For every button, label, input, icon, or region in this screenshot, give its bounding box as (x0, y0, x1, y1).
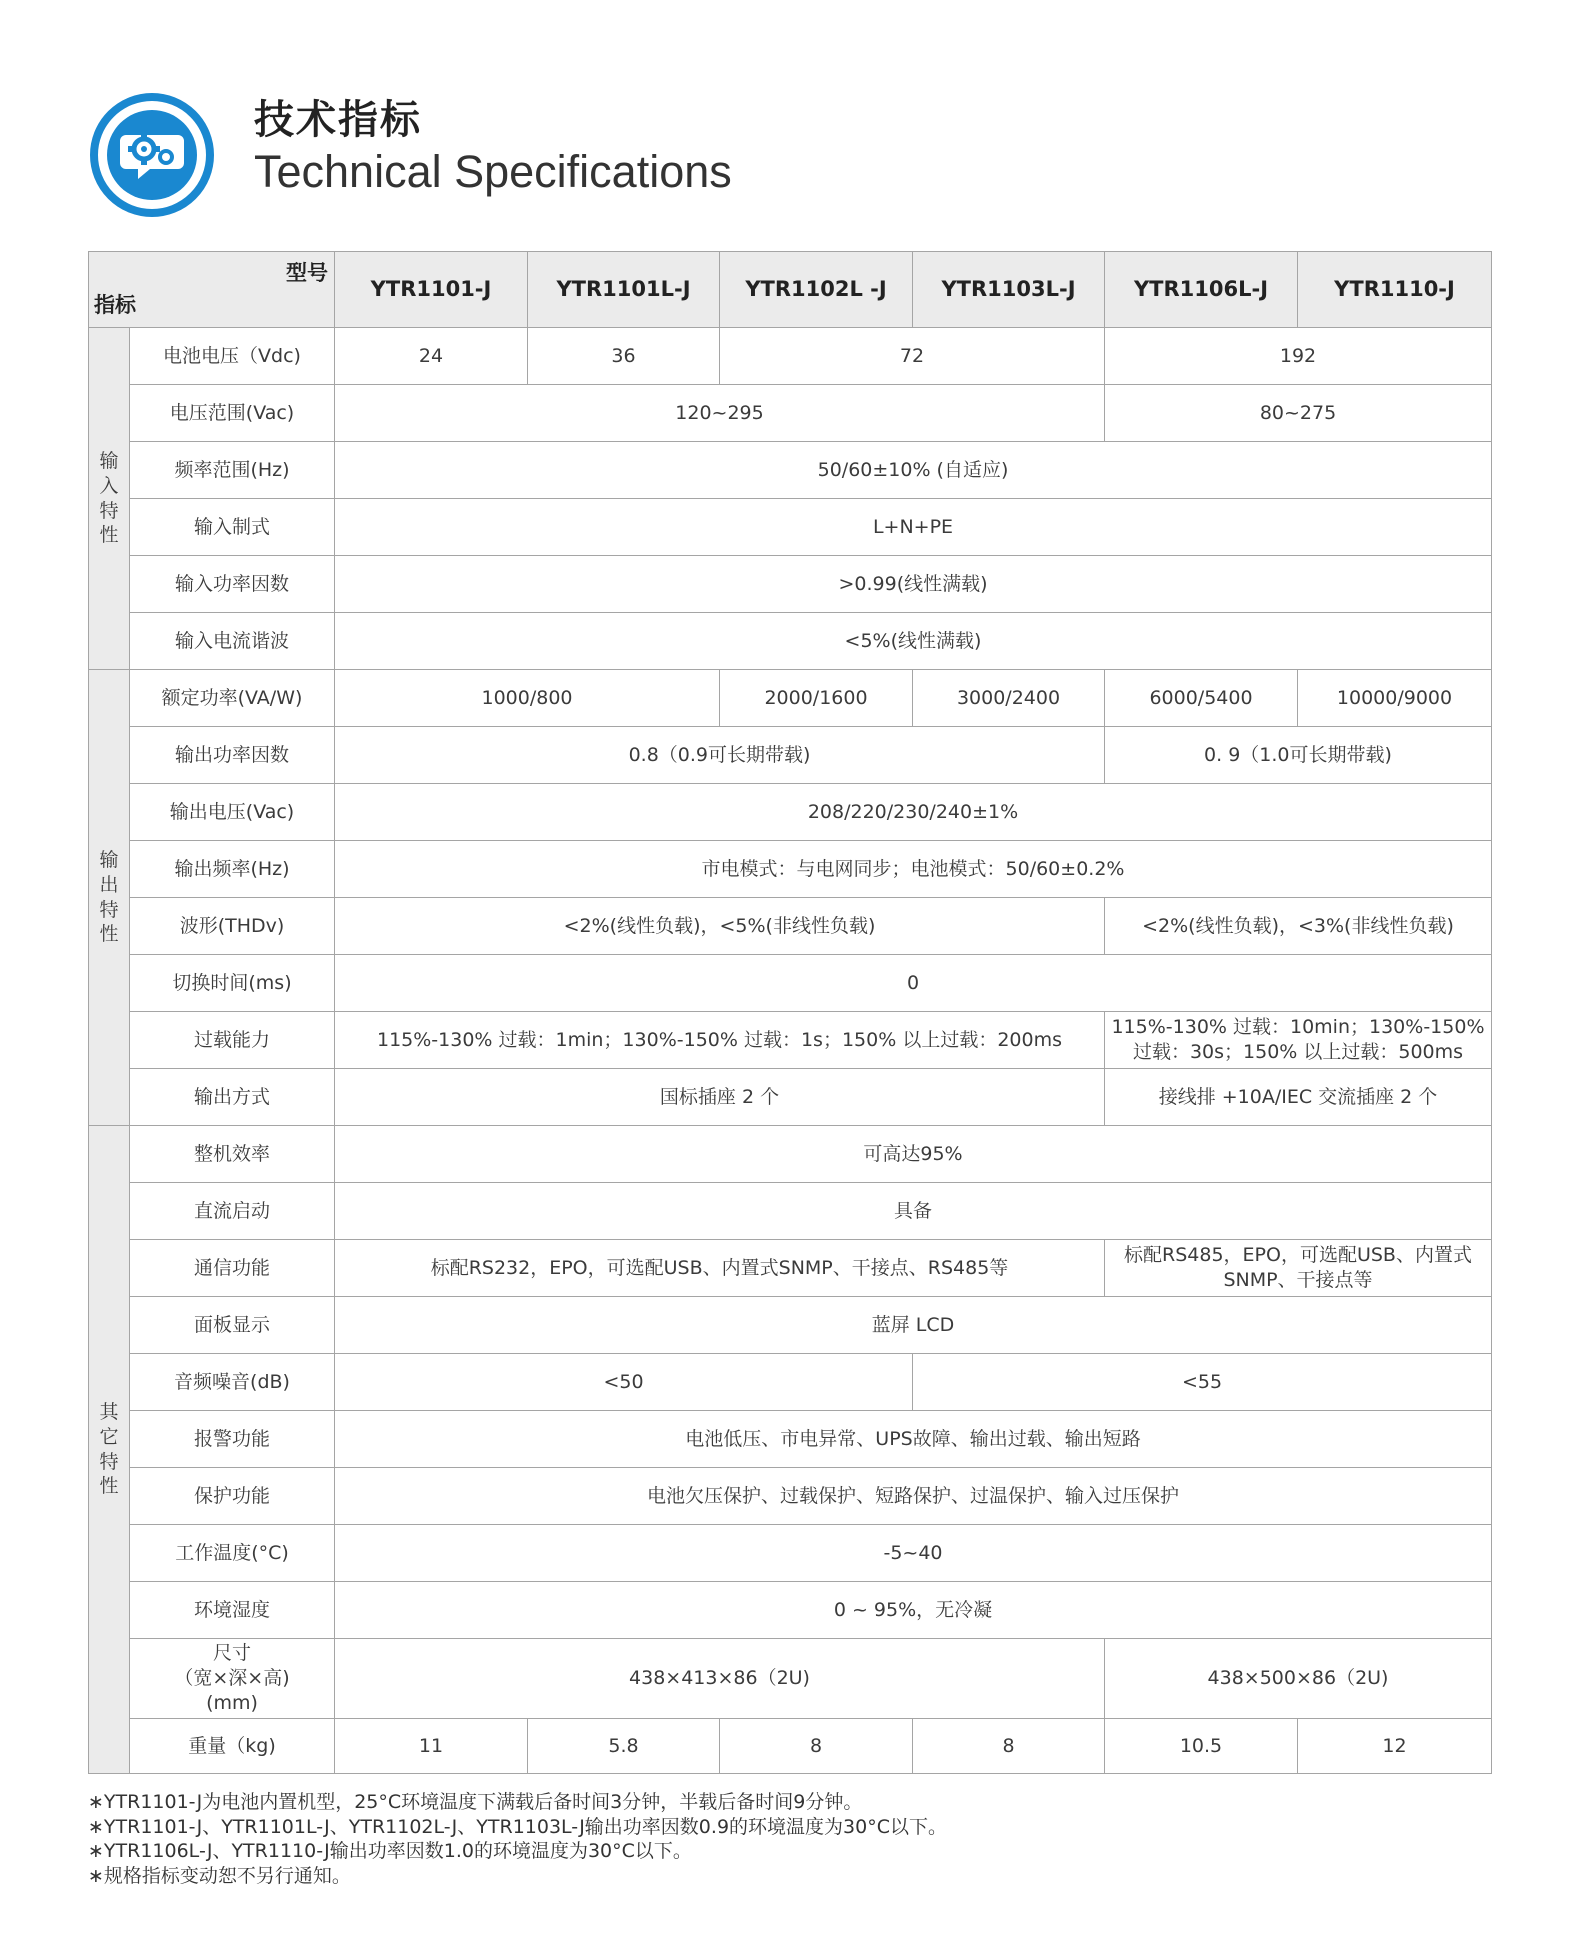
page-title-zh: 技术指标 (254, 97, 422, 143)
row-label: 输入功率因数 (130, 556, 335, 613)
cell-value: 192 (1105, 328, 1492, 385)
cell-line: 过载：30s；150% 以上过载：500ms (1132, 1041, 1464, 1063)
row-label: 输出方式 (130, 1069, 335, 1126)
cell-value: 可高达95% (335, 1126, 1492, 1183)
row-label: 输入制式 (130, 499, 335, 556)
footnote: ∗YTR1101-J为电池内置机型，25°C环境温度下满载后备时间3分钟，半载后备时间9分钟。 (88, 1791, 863, 1813)
specs-logo-icon (88, 91, 216, 219)
corner-model-label: 型号 (286, 261, 328, 285)
cell-value: 3000/2400 (913, 670, 1105, 727)
spec-table (88, 251, 1492, 1774)
cell-value: <5%(线性满载) (335, 613, 1492, 670)
cell-value: 市电模式：与电网同步；电池模式：50/60±0.2% (335, 841, 1492, 898)
cell-value: 蓝屏 LCD (335, 1297, 1492, 1354)
cell-value: -5~40 (335, 1525, 1492, 1582)
cell-value: 36 (528, 328, 720, 385)
label-line: （宽×深×高) (174, 1667, 290, 1690)
table-row (89, 1183, 1492, 1240)
cell-value: L+N+PE (335, 499, 1492, 556)
cell-line: SNMP、干接点等 (1223, 1269, 1373, 1291)
group-label-output: 输 出 特 性 (89, 670, 130, 1126)
table-row (89, 784, 1492, 841)
cell-value: 24 (335, 328, 528, 385)
table-row (89, 1468, 1492, 1525)
cell-value: 80~275 (1105, 385, 1492, 442)
cell-value: >0.99(线性满载) (335, 556, 1492, 613)
model-header: YTR1106L-J (1105, 252, 1298, 328)
cell-value: <2%(线性负载)，<3%(非线性负载) (1105, 898, 1492, 955)
cell-value: 6000/5400 (1105, 670, 1298, 727)
row-label: 整机效率 (130, 1126, 335, 1183)
row-label: 通信功能 (130, 1240, 335, 1297)
corner-spec-label: 指标 (94, 292, 136, 317)
cell-value: 208/220/230/240±1% (335, 784, 1492, 841)
table-header-row (89, 252, 1492, 328)
row-label: 音频噪音(dB) (130, 1354, 335, 1411)
cell-value: <2%(线性负载)，<5%(非线性负载) (335, 898, 1105, 955)
table-row (89, 1354, 1492, 1411)
row-label: 报警功能 (130, 1411, 335, 1468)
cell-value: 115%-130% 过载：1min；130%-150% 过载：1s；150% 以上过载：200ms (335, 1012, 1105, 1069)
row-label: 电池电压（Vdc) (130, 328, 335, 385)
row-label: 输出电压(Vac) (130, 784, 335, 841)
group-label-input: 输 入 特 性 (89, 328, 130, 670)
model-header: YTR1110-J (1298, 252, 1492, 328)
cell-value: 11 (335, 1719, 528, 1774)
footnotes (88, 1790, 947, 1888)
cell-value: 0.8（0.9可长期带载) (335, 727, 1105, 784)
label-line: 尺寸 (212, 1642, 251, 1665)
cell-value: 国标插座 2 个 (335, 1069, 1105, 1126)
cell-value: <50 (335, 1354, 913, 1411)
cell-value: 50/60±10% (自适应) (335, 442, 1492, 499)
cell-value: 12 (1298, 1719, 1492, 1774)
cell-value (1105, 1240, 1492, 1297)
table-row (89, 556, 1492, 613)
cell-value: 438×413×86（2U) (335, 1639, 1105, 1719)
table-row (89, 1719, 1492, 1774)
cell-value: 72 (720, 328, 1105, 385)
table-row (89, 1525, 1492, 1582)
row-label: 保护功能 (130, 1468, 335, 1525)
model-header: YTR1103L-J (913, 252, 1105, 328)
table-row (89, 499, 1492, 556)
table-row (89, 1126, 1492, 1183)
row-label: 过载能力 (130, 1012, 335, 1069)
table-row (89, 613, 1492, 670)
table-row (89, 1297, 1492, 1354)
table-row (89, 442, 1492, 499)
table-row (89, 1240, 1492, 1297)
cell-value: 标配RS232，EPO，可选配USB、内置式SNMP、干接点、RS485等 (335, 1240, 1105, 1297)
model-header: YTR1101L-J (528, 252, 720, 328)
table-row (89, 955, 1492, 1012)
cell-value: 438×500×86（2U) (1105, 1639, 1492, 1719)
cell-value: 接线排 +10A/IEC 交流插座 2 个 (1105, 1069, 1492, 1126)
table-row (89, 841, 1492, 898)
cell-value: 8 (913, 1719, 1105, 1774)
model-header: YTR1102L -J (720, 252, 913, 328)
cell-value (1105, 1012, 1492, 1069)
row-label: 频率范围(Hz) (130, 442, 335, 499)
row-label: 环境湿度 (130, 1582, 335, 1639)
row-label: 输出功率因数 (130, 727, 335, 784)
cell-value: 0 (335, 955, 1492, 1012)
cell-value: 电池低压、市电异常、UPS故障、输出过载、输出短路 (335, 1411, 1492, 1468)
label-line: (mm) (206, 1691, 258, 1714)
cell-value: 电池欠压保护、过载保护、短路保护、过温保护、输入过压保护 (335, 1468, 1492, 1525)
row-label: 工作温度(°C) (130, 1525, 335, 1582)
cell-value: 10.5 (1105, 1719, 1298, 1774)
table-row (89, 670, 1492, 727)
cell-value: 120~295 (335, 385, 1105, 442)
row-label: 电压范围(Vac) (130, 385, 335, 442)
table-row (89, 1582, 1492, 1639)
cell-value: 0 ~ 95%，无冷凝 (335, 1582, 1492, 1639)
table-row (89, 727, 1492, 784)
footnote: ∗规格指标变动恕不另行通知。 (88, 1864, 351, 1887)
table-row (89, 1069, 1492, 1126)
table-row (89, 1012, 1492, 1069)
footnote: ∗YTR1106L-J、YTR1110-J输出功率因数1.0的环境温度为30°C以下。 (88, 1840, 692, 1862)
row-label: 输入电流谐波 (130, 613, 335, 670)
cell-value: 8 (720, 1719, 913, 1774)
cell-value: 2000/1600 (720, 670, 913, 727)
row-label: 面板显示 (130, 1297, 335, 1354)
cell-value: 具备 (335, 1183, 1492, 1240)
footnote: ∗YTR1101-J、YTR1101L-J、YTR1102L-J、YTR1103L-J输出功率因数0.9的环境温度为30°C以下。 (88, 1815, 947, 1838)
cell-value: <55 (913, 1354, 1492, 1411)
cell-line: 115%-130% 过载：10min；130%-150% (1111, 1016, 1485, 1039)
table-row (89, 385, 1492, 442)
page-title-en: Technical Specifications (254, 146, 732, 197)
table-row (89, 1411, 1492, 1468)
table-row (89, 328, 1492, 385)
cell-value: 1000/800 (335, 670, 720, 727)
row-label: 直流启动 (130, 1183, 335, 1240)
corner-cell (89, 252, 335, 328)
model-header: YTR1101-J (335, 252, 528, 328)
row-label: 重量（kg) (130, 1719, 335, 1774)
cell-value: 5.8 (528, 1719, 720, 1774)
table-row (89, 1639, 1492, 1719)
row-label: 切换时间(ms) (130, 955, 335, 1012)
cell-value: 10000/9000 (1298, 670, 1492, 727)
cell-value: 0. 9（1.0可长期带载) (1105, 727, 1492, 784)
row-label: 波形(THDv) (130, 898, 335, 955)
group-label-other: 其 它 特 性 (89, 1126, 130, 1774)
table-row (89, 898, 1492, 955)
row-label: 输出频率(Hz) (130, 841, 335, 898)
row-label (130, 1639, 335, 1719)
row-label: 额定功率(VA/W) (130, 670, 335, 727)
cell-line: 标配RS485，EPO，可选配USB、内置式 (1124, 1244, 1472, 1267)
